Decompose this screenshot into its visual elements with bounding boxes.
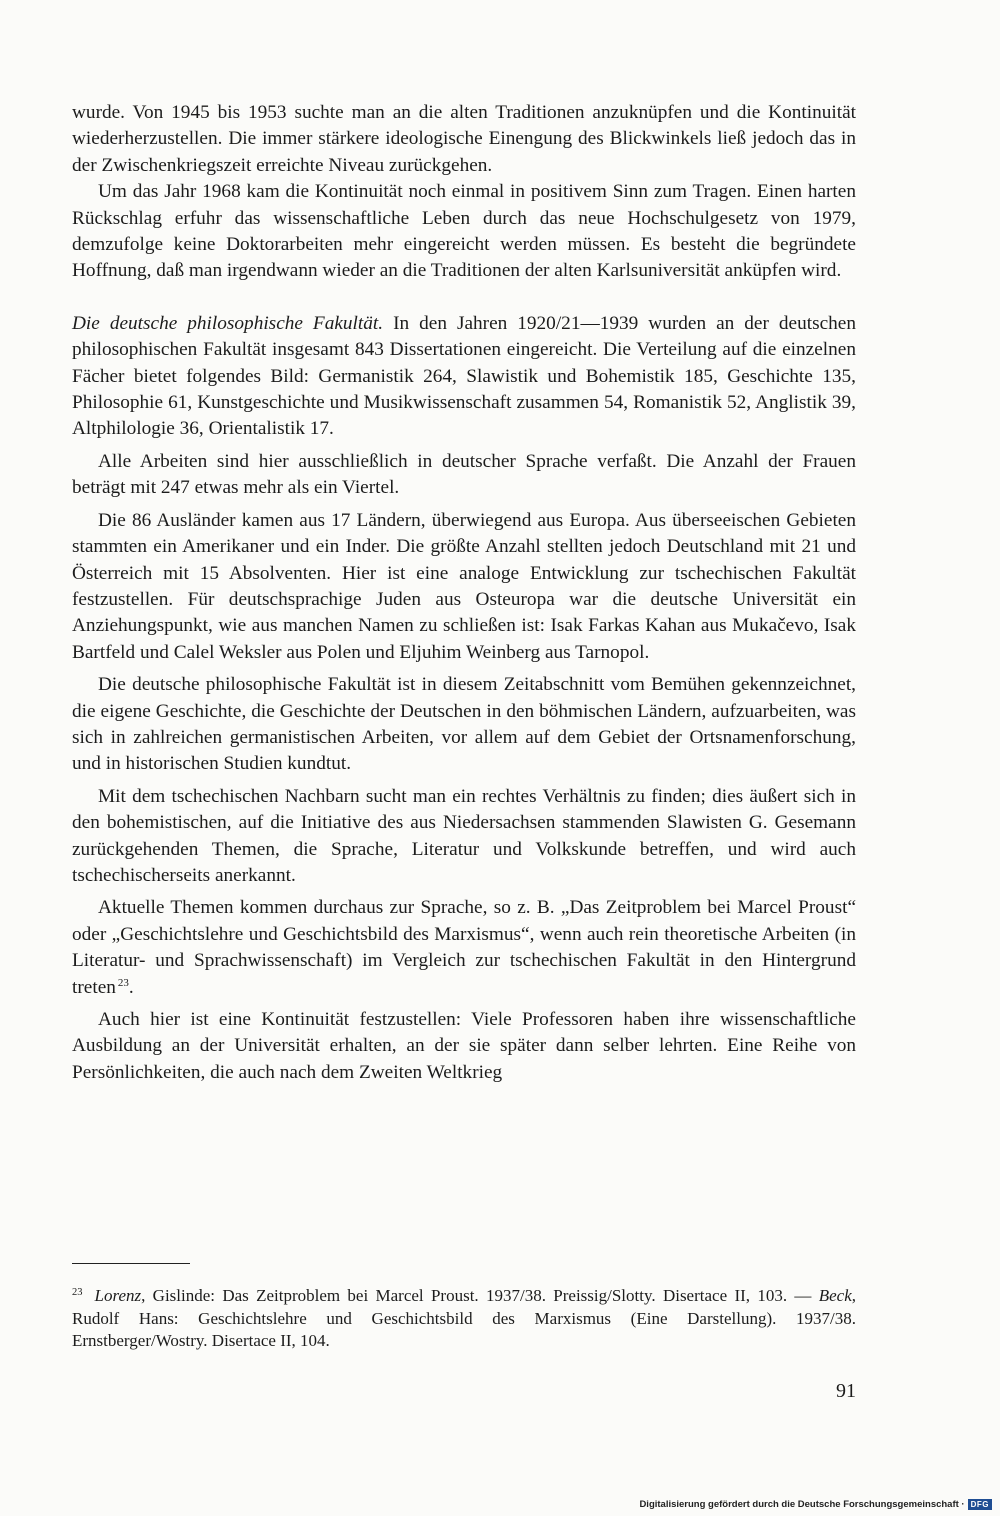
section-heading: Die deutsche philosophische Fakultät. — [72, 312, 384, 334]
footnote — [72, 1285, 856, 1353]
digitization-text: Digitalisierung gefördert durch die Deutsche Forschungsgemeinschaft · — [639, 1499, 965, 1510]
paragraph-8-text: Aktuelle Themen kommen durchaus zur Sprache, so z. B. „Das Zeitproblem bei Marcel Proust“ oder „Geschichtslehre und Geschichtsbild des Marxismus“, wenn auch rein theoretische Arbeiten (in Literatur- und Sprachwissenschaft) im Vergleich zur tschechischen Fakultät in den Hintergrund treten — [72, 897, 856, 998]
paragraph-4: Alle Arbeiten sind hier ausschließlich in deutscher Sprache verfaßt. Die Anzahl der Frauen beträgt mit 247 etwas mehr als ein Viertel. — [72, 450, 856, 499]
paragraph-6: Die deutsche philosophische Fakultät ist in diesem Zeitabschnitt vom Bemühen gekennzeichnet, die eigene Geschichte, die Geschichte der Deutschen in den böhmischen Ländern, aufzuarbeiten, was sich in zahlreichen germanistischen Arbeiten, vor allem auf dem Gebiet der Ortsnamenforschung, und in historischen Studien kundtut. — [72, 674, 856, 775]
footnote-text-2: , Rudolf Hans: Geschichtslehre und Geschichtsbild des Marxismus (Eine Darstellung). 1937/38. Ernstberger/Wostry. Disertace II, 104. — [72, 1286, 856, 1351]
paragraph-3 — [72, 311, 856, 443]
paragraph-1: wurde. Von 1945 bis 1953 suchte man an die alten Traditionen anzuknüpfen und die Kontinuität wiederherzustellen. Die immer stärkere ideologische Einengung des Blickwinkels ließ jedoch das in der Zwischenkriegszeit erreichte Niveau zurückgehen. — [72, 102, 856, 176]
main-text — [72, 100, 856, 1086]
digitization-notice — [639, 1499, 992, 1510]
dfg-logo-icon: DFG — [968, 1499, 992, 1510]
paragraph-7: Mit dem tschechischen Nachbarn sucht man ein rechtes Verhältnis zu finden; dies äußert sich in den bohemistischen, auf die Initiative des aus Niedersachsen stammenden Slawisten G. Gesemann zurückgehenden Themen, die Sprache, Literatur und Volkskunde betreffen, und wird auch tschechischerseits anerkannt. — [72, 785, 856, 886]
footnote-author-2: Beck — [818, 1286, 852, 1305]
paragraph-8-end: . — [128, 976, 134, 998]
paragraph-2: Um das Jahr 1968 kam die Kontinuität noch einmal in positivem Sinn zum Tragen. Einen harten Rückschlag erfuhr das wissenschaftliche Leben durch das neue Hochschulgesetz von 1979, demzufolge keine Doktorarbeiten mehr eingereicht werden müssen. Es besteht die begründete Hoffnung, daß man irgendwann wieder an die Traditionen der alten Karlsuniversität anküpfen wird. — [72, 181, 856, 282]
page-number: 91 — [836, 1380, 856, 1402]
footnote-author-1: Lorenz — [94, 1286, 142, 1305]
paragraph-3-text: In den Jahren 1920/21—1939 wurden an der deutschen philosophischen Fakultät insgesamt 843 Dissertationen eingereicht. Die Verteilung auf die einzelnen Fächer bietet folgendes Bild: Germanistik 264, Slawistik und Bohemistik 185, Geschichte 135, Philosophie 61, Kunstgeschichte und Musikwissenschaft zusammen 54, Romanistik 52, Anglistik 39, Altphilologie 36, Orientalistik 17. — [72, 312, 856, 440]
footnote-divider — [72, 1263, 190, 1264]
footnote-mark: 23 — [72, 1287, 83, 1298]
paragraph-9: Auch hier ist eine Kontinuität festzustellen: Viele Professoren haben ihre wissenschaftliche Ausbildung an der Universität erhalten, an der sie später dann selber lehrten. Eine Reihe von Persönlichkeiten, die auch nach dem Zweiten Weltkrieg — [72, 1009, 856, 1083]
paragraph-8 — [72, 895, 856, 1001]
footnote-text-1: , Gislinde: Das Zeitproblem bei Marcel Proust. 1937/38. Preissig/Slotty. Disertace II, 103. — — [141, 1286, 819, 1305]
paragraph-5: Die 86 Ausländer kamen aus 17 Ländern, überwiegend aus Europa. Aus überseeischen Gebieten stammten ein Amerikaner und ein Inder. Die größte Anzahl stellten jedoch Deutschland mit 21 und Österreich mit 15 Absolventen. Hier ist eine analoge Entwicklung zur tschechischen Fakultät festzustellen. Für deutschsprachige Juden aus Osteuropa war die deutsche Universität ein Anziehungspunkt, wie aus manchen Namen zu schließen ist: Isak Farkas Kahan aus Mukačevo, Isak Bartfeld und Calel Weksler aus Polen und Eljuhim Weinberg aus Tarnopol. — [72, 509, 856, 663]
footnote-reference: 23 — [117, 976, 129, 989]
